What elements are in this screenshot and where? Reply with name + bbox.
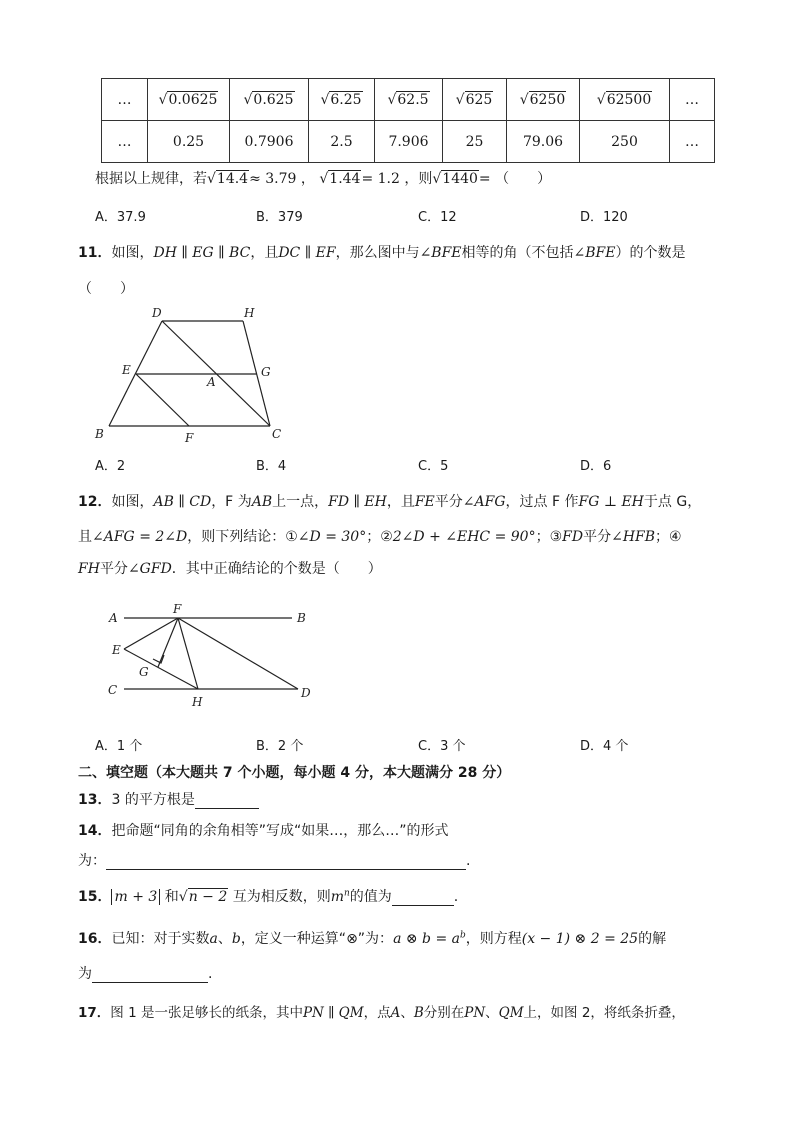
q11-figure bbox=[90, 302, 290, 447]
table-cell: 2.5 bbox=[309, 121, 375, 163]
q11-text: 11．如图，DH ∥ EG ∥ BC，且DC ∥ EF，那么图中与∠BFE相等的角（不包括∠BFE）的个数是 bbox=[78, 245, 686, 261]
table-cell: … bbox=[102, 79, 148, 121]
label-H: H bbox=[244, 306, 255, 320]
segment-EF bbox=[136, 374, 189, 426]
table-cell: 250 bbox=[580, 121, 670, 163]
q11-option-d[interactable]: D．6 bbox=[580, 459, 612, 474]
table-cell: √0.625 bbox=[230, 79, 309, 121]
q12-line-1: 12．如图，AB ∥ CD，F 为AB上一点，FD ∥ EH，且FE平分∠AFG，过点 F 作FG ⊥ EH于点 G， bbox=[78, 494, 702, 510]
label-G: G bbox=[139, 665, 149, 679]
table-cell: … bbox=[670, 79, 715, 121]
q10-option-b[interactable]: B．379 bbox=[256, 210, 303, 225]
q11-answer-paren: （ ） bbox=[78, 281, 134, 297]
q13-text: 13．3 的平方根是 bbox=[78, 789, 259, 809]
table-cell: √6250 bbox=[507, 79, 580, 121]
table-cell: 25 bbox=[443, 121, 507, 163]
label-C: C bbox=[108, 683, 118, 697]
table-cell: 0.25 bbox=[148, 121, 230, 163]
q15-text: 15． m + 3 和√n − 2 互为相反数，则$m^n$的值为 . bbox=[78, 888, 459, 905]
table-row bbox=[102, 79, 715, 121]
segment-FD bbox=[178, 618, 298, 689]
label-E: E bbox=[122, 363, 131, 377]
q11-option-a[interactable]: A．2 bbox=[95, 459, 126, 474]
q16-answer-blank[interactable] bbox=[92, 968, 208, 983]
label-B: B bbox=[95, 427, 104, 441]
table-cell: √0.0625 bbox=[148, 79, 230, 121]
label-A: A bbox=[109, 611, 118, 625]
q14-line-2: 为： . bbox=[78, 853, 471, 869]
q11-option-c[interactable]: C．5 bbox=[418, 459, 449, 474]
label-D: D bbox=[152, 306, 162, 320]
table-cell: … bbox=[102, 121, 148, 163]
segment-FG bbox=[158, 618, 178, 667]
table-cell: √6.25 bbox=[309, 79, 375, 121]
label-F: F bbox=[173, 602, 182, 616]
table-cell: √62.5 bbox=[375, 79, 443, 121]
label-E: E bbox=[112, 643, 121, 657]
segment-EH bbox=[124, 649, 198, 689]
q13-answer-blank[interactable] bbox=[195, 794, 259, 809]
label-F: F bbox=[185, 431, 194, 445]
q16-text: 16．已知：对于实数a、b，定义一种运算“⊗”为：a ⊗ $b = a^b$，则方程(x − 1) ⊗ 2 = 25的解 bbox=[78, 930, 667, 947]
q14-text: 14．把命题“同角的余角相等”写成“如果…，那么…”的形式 bbox=[78, 823, 449, 839]
q12-option-a[interactable]: A．1 个 bbox=[95, 739, 143, 754]
table-cell: 7.906 bbox=[375, 121, 443, 163]
table-cell: … bbox=[670, 121, 715, 163]
table-row bbox=[102, 121, 715, 163]
label-B: B bbox=[297, 611, 306, 625]
table-cell: 0.7906 bbox=[230, 121, 309, 163]
label-G: G bbox=[261, 365, 271, 379]
q12-figure bbox=[100, 600, 325, 715]
label-H: H bbox=[192, 695, 203, 709]
table-cell: √62500 bbox=[580, 79, 670, 121]
label-D: D bbox=[301, 686, 311, 700]
label-A: A bbox=[207, 375, 216, 389]
q15-answer-blank[interactable] bbox=[392, 891, 454, 906]
sqrt-table bbox=[101, 78, 715, 163]
q12-line-3: FH平分∠GFD．其中正确结论的个数是（ ） bbox=[78, 561, 382, 577]
q10-text: 根据以上规律，若√14.4≈ 3.79 ， √1.44= 1.2 ，则√1440= （ ） bbox=[95, 171, 552, 187]
table-cell: √625 bbox=[443, 79, 507, 121]
table-cell: 79.06 bbox=[507, 121, 580, 163]
q11-option-b[interactable]: B．4 bbox=[256, 459, 287, 474]
q16-line-2: 为 . bbox=[78, 966, 213, 982]
q10-option-a[interactable]: A．37.9 bbox=[95, 210, 146, 225]
segment-FE bbox=[124, 618, 178, 649]
q12-option-c[interactable]: C．3 个 bbox=[418, 739, 466, 754]
section-heading: 二、填空题（本大题共 7 个小题，每小题 4 分，本大题满分 28 分） bbox=[78, 765, 511, 781]
q10-option-d[interactable]: D．120 bbox=[580, 210, 628, 225]
q17-text: 17．图 1 是一张足够长的纸条，其中PN ∥ QM，点A、B分别在PN、QM上，如图 2，将纸条折叠， bbox=[78, 1005, 685, 1021]
q12-line-2: 且∠AFG = 2∠D，则下列结论：①∠D = 30°；②2∠D + ∠EHC = 90°；③FD平分∠HFB；④ bbox=[78, 529, 682, 545]
q12-option-b[interactable]: B．2 个 bbox=[256, 739, 304, 754]
q14-answer-blank[interactable] bbox=[106, 855, 466, 870]
q12-option-d[interactable]: D．4 个 bbox=[580, 739, 629, 754]
label-C: C bbox=[272, 427, 282, 441]
q10-option-c[interactable]: C．12 bbox=[418, 210, 457, 225]
